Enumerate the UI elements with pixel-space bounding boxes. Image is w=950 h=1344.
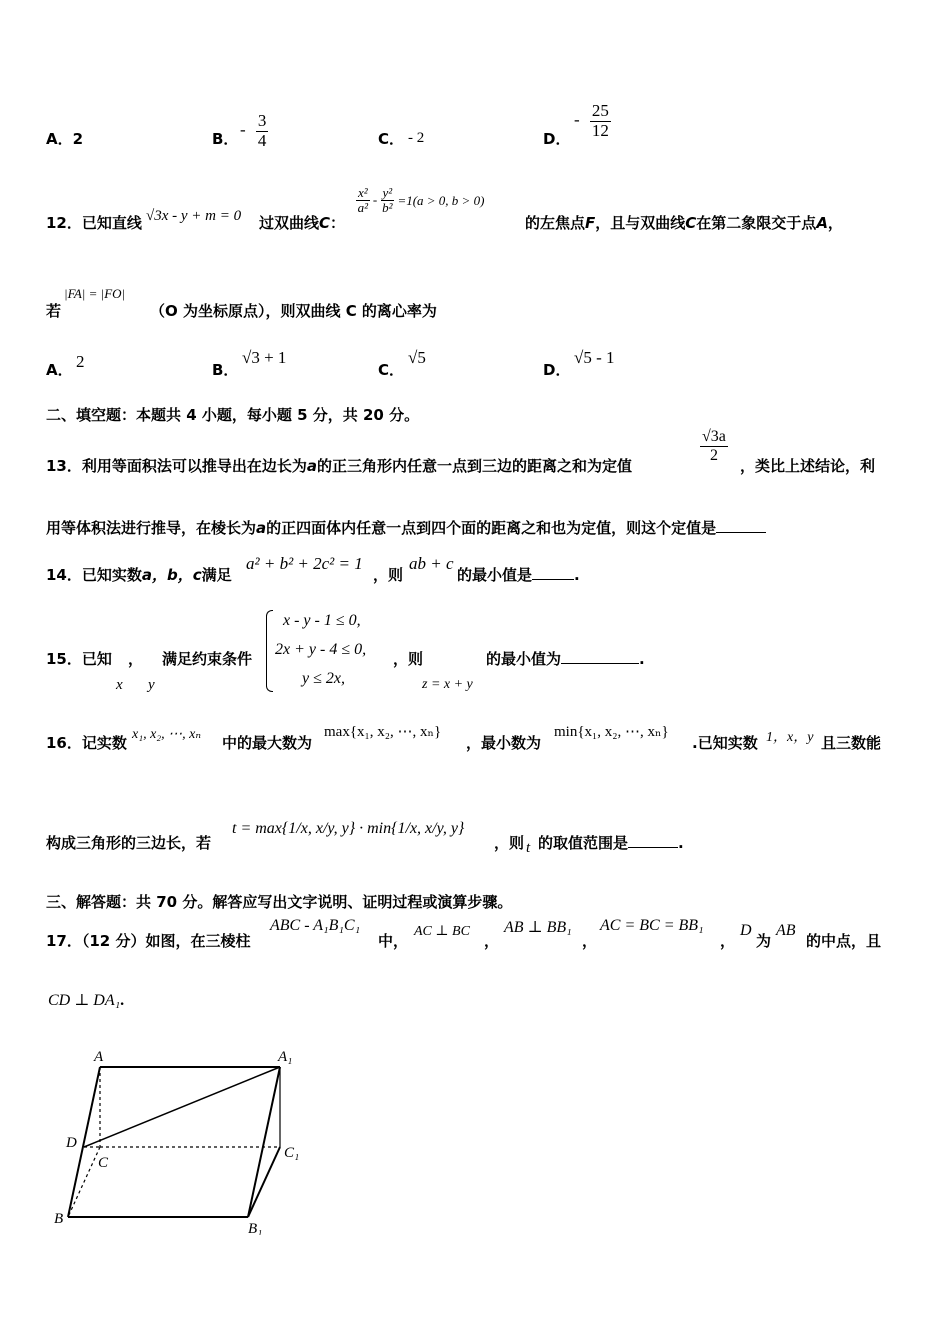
q13-stem-end: ，类比上述结论，利 — [740, 457, 876, 475]
q15-stem-end: 的最小值为 . — [486, 650, 645, 668]
q16-answer-blank[interactable] — [628, 847, 678, 848]
q15-constraint-3: y ≤ 2x, — [302, 670, 345, 687]
q17-sep-2: ， — [582, 932, 598, 950]
q16-stem-start: 16．记实数 — [46, 734, 127, 752]
q12-stem-start: 12．已知直线 — [46, 214, 142, 232]
q12-option-c-value: √5 — [408, 348, 426, 367]
q11-option-a: A．2 — [46, 130, 84, 148]
q11-option-c-label: C． — [378, 130, 405, 148]
edge-c-b — [68, 1147, 100, 1217]
q17-sep-3: ， — [720, 932, 736, 950]
q12-option-d-label: D． — [543, 361, 571, 379]
q15-constraint-text: 满足约束条件 — [162, 650, 253, 668]
q17-is: 为 — [756, 932, 772, 950]
q16-line2-end: 的取值范围是 . — [538, 834, 684, 852]
q17-in: 中， — [378, 932, 409, 950]
edge-a1-b1 — [248, 1067, 280, 1217]
label-a: A — [94, 1049, 104, 1065]
q12-option-a-value: 2 — [76, 352, 85, 371]
q12-condition: |FA| = |FO| — [64, 286, 126, 301]
q14-stem-end: 的最小值是 . — [457, 566, 580, 584]
label-b1: B₁ — [248, 1221, 263, 1235]
q16-stem-end: 且三数能 — [821, 734, 882, 752]
q15-var-x: x — [116, 677, 123, 693]
q14-then: ，则 — [373, 566, 404, 584]
q13-line2: 用等体积法进行推导，在棱长为a的正四面体内任意一点到四个面的距离之和也为定值，则这个定值是 — [46, 517, 766, 538]
q12-line2-prefix: 若 — [46, 302, 62, 320]
q15-brace — [266, 610, 273, 692]
q16-min-expr: min{x₁, x₂, ⋯, xₙ} — [554, 724, 669, 740]
q12-line2-text: （O 为坐标原点），则双曲线 C 的离心率为 — [150, 302, 437, 320]
q15-constraint-1: x - y - 1 ≤ 0, — [283, 612, 361, 629]
q11-option-d-label: D． — [543, 130, 571, 148]
q17-condition-3: AC = BC = BB₁ — [600, 917, 704, 934]
q17-prism: ABC - A₁B₁C₁ — [270, 917, 361, 934]
q12-option-a-label: A． — [46, 361, 73, 379]
q16-line2-start: 构成三角形的三边长，若 — [46, 834, 212, 852]
q17-perpendicular: CD ⊥ DA₁. — [48, 992, 125, 1009]
prism-figure — [50, 1045, 310, 1235]
q16-t-expression: t = max{1/x, x/y, y} · min{1/x, x/y, y} — [232, 820, 465, 837]
q17-segment-ab: AB — [776, 922, 796, 939]
label-d: D — [66, 1135, 77, 1151]
label-a1: A₁ — [278, 1049, 293, 1065]
q12-option-c-label: C． — [378, 361, 405, 379]
q16-list: x₁, x₂, ⋯, xₙ — [132, 727, 202, 742]
q12-stem-end: 的左焦点F，且与双曲线C在第二象限交于点A， — [525, 214, 843, 232]
q11-option-c-value: - 2 — [408, 130, 425, 146]
q11-option-b-label: B． — [212, 130, 239, 148]
q13-answer-blank[interactable] — [716, 532, 766, 533]
q16-known: .已知实数 — [692, 734, 758, 752]
label-c: C — [98, 1155, 109, 1171]
q12-option-b-label: B． — [212, 361, 239, 379]
q11-option-d-value: - $\frac{25}{12}$ — [574, 101, 609, 140]
q15-then: ，则 — [393, 650, 424, 668]
q16-numbers: 1，x，y — [766, 730, 814, 745]
q12-line-equation: √3x - y + m = 0 — [146, 208, 242, 224]
q14-expression: ab + c — [409, 554, 454, 573]
q16-t: t — [526, 840, 531, 856]
q13-stem-start: 13．利用等面积法可以推导出在边长为a的正三角形内任意一点到三边的距离之和为定值 — [46, 457, 633, 475]
q17-midpoint: 的中点，且 — [806, 932, 882, 950]
segment-d-a1 — [84, 1067, 280, 1147]
label-b: B — [54, 1211, 64, 1227]
q13-fraction: $\frac{√3a}{2}$ — [702, 428, 726, 464]
q12-hyperbola-equation: $\frac{\text{x²}}{\text{a²}}$ - $\frac{\text{y²}}{\text{b²}}$ =1(a > 0, b > 0) — [357, 185, 485, 216]
q15-var-y: y — [148, 677, 155, 693]
q16-line2-then: ，则 — [494, 834, 525, 852]
q15-stem-start: 15．已知 — [46, 650, 112, 668]
q16-max-text: 中的最大数为 — [222, 734, 313, 752]
q14-equation: a² + b² + 2c² = 1 — [246, 554, 363, 573]
q17-condition-1: AC ⊥ BC — [414, 924, 470, 939]
q12-option-b-value: √3 + 1 — [242, 348, 287, 367]
section-3-heading: 三、解答题：共 70 分。解答应写出文字说明、证明过程或演算步骤。 — [46, 893, 513, 911]
q15-constraint-2: 2x + y - 4 ≤ 0, — [275, 641, 367, 658]
section-2-heading: 二、填空题：本题共 4 小题，每小题 5 分，共 20 分。 — [46, 406, 420, 424]
q11-option-b-value: - $\frac{3}{4}$ — [240, 111, 267, 150]
q12-stem-mid: 过双曲线C： — [259, 214, 346, 232]
edge-c1-b1 — [248, 1147, 280, 1217]
q17-sep-1: ， — [484, 932, 500, 950]
q17-stem-start: 17．（12 分）如图，在三棱柱 — [46, 932, 251, 950]
q14-answer-blank[interactable] — [532, 579, 574, 580]
q17-point-d: D — [740, 922, 752, 939]
q16-min-text: ，最小数为 — [466, 734, 542, 752]
q15-comma: ， — [128, 650, 144, 668]
q17-condition-2: AB ⊥ BB₁ — [504, 919, 572, 936]
q16-max-expr: max{x₁, x₂, ⋯, xₙ} — [324, 724, 442, 740]
q14-stem-start: 14．已知实数a，b，c满足 — [46, 566, 232, 584]
q15-objective: z = x + y — [422, 677, 473, 692]
q15-answer-blank[interactable] — [561, 663, 639, 664]
label-c1: C₁ — [284, 1145, 300, 1161]
q12-option-d-value: √5 - 1 — [574, 348, 615, 367]
